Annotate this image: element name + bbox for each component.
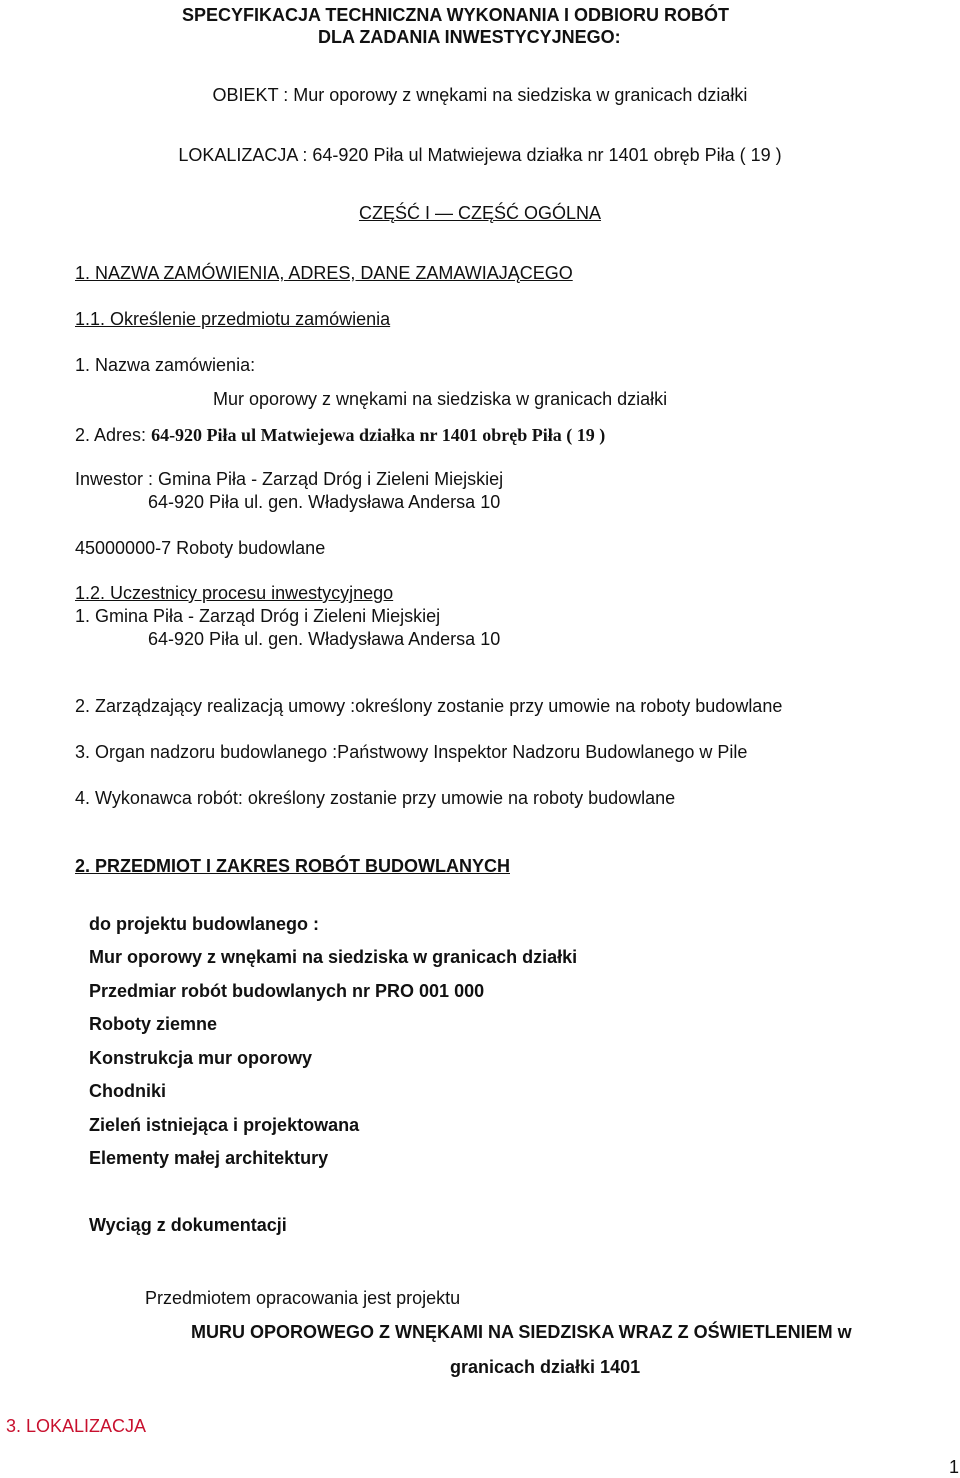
address-line — [75, 424, 605, 446]
address-value: 64-920 Piła ul Matwiejewa działka nr 1401 obręb Piła ( 19 ) — [151, 425, 606, 445]
participant-1-line1: 1. Gmina Piła - Zarząd Dróg i Zieleni Miejskiej — [75, 606, 441, 626]
documentation-extract: Wyciąg z dokumentacji — [89, 1215, 287, 1235]
doc-title-line2: DLA ZADANIA INWESTYCYJNEGO: — [318, 27, 621, 47]
section1-heading: 1. NAZWA ZAMÓWIENIA, ADRES, DANE ZAMAWIAJĄCEGO — [75, 263, 573, 283]
cpv-code: 45000000-7 Roboty budowlane — [75, 538, 326, 558]
investor-line2: 64-920 Piła ul. gen. Władysława Andersa 10 — [148, 492, 501, 512]
subsection-1-2-heading: 1.2. Uczestnicy procesu inwestycyjnego — [75, 583, 394, 603]
scope-item: Roboty ziemne — [89, 1014, 218, 1034]
section2-heading: 2. PRZEDMIOT I ZAKRES ROBÓT BUDOWLANYCH — [75, 856, 510, 876]
participant-2: 2. Zarządzający realizacją umowy :określony zostanie przy umowie na roboty budowlane — [75, 696, 783, 716]
subject-line2: granicach działki 1401 — [450, 1357, 641, 1377]
scope-item: Elementy małej architektury — [89, 1148, 329, 1168]
page-number: 1 — [949, 1457, 960, 1477]
participant-4: 4. Wykonawca robót: określony zostanie przy umowie na roboty budowlane — [75, 788, 676, 808]
part-heading: CZĘŚĆ I — CZĘŚĆ OGÓLNA — [358, 203, 602, 223]
investor-line1: Inwestor : Gmina Piła - Zarząd Dróg i Zieleni Miejskiej — [75, 469, 504, 489]
scope-item: Mur oporowy z wnękami na siedziska w granicach działki — [89, 947, 578, 967]
scope-item: Konstrukcja mur oporowy — [89, 1048, 313, 1068]
order-name-label: 1. Nazwa zamówienia: — [75, 355, 256, 375]
participant-3: 3. Organ nadzoru budowlanego :Państwowy Inspektor Nadzoru Budowlanego w Pile — [75, 742, 748, 762]
subject-line1: MURU OPOROWEGO Z WNĘKAMI NA SIEDZISKA WRAZ Z OŚWIETLENIEM w — [191, 1322, 852, 1342]
scope-item: Przedmiar robót budowlanych nr PRO 001 000 — [89, 981, 485, 1001]
scope-item: Chodniki — [89, 1081, 166, 1101]
subject-intro: Przedmiotem opracowania jest projektu — [145, 1288, 461, 1308]
participant-1-line2: 64-920 Piła ul. gen. Władysława Andersa 10 — [148, 629, 501, 649]
scope-item: Zieleń istniejąca i projektowana — [89, 1115, 360, 1135]
address-label: 2. Adres: — [75, 425, 147, 445]
order-name-value: Mur oporowy z wnękami na siedziska w granicach działki — [213, 389, 668, 409]
subsection-1-1-heading: 1.1. Określenie przedmiotu zamówienia — [75, 309, 391, 329]
object-line: OBIEKT : Mur oporowy z wnękami na siedziska w granicach działki — [212, 85, 748, 105]
scope-item: do projektu budowlanego : — [89, 914, 319, 934]
doc-title-line1: SPECYFIKACJA TECHNICZNA WYKONANIA I ODBIORU ROBÓT — [182, 5, 730, 25]
location-line: LOKALIZACJA : 64-920 Piła ul Matwiejewa działka nr 1401 obręb Piła ( 19 ) — [178, 145, 782, 165]
section3-heading: 3. LOKALIZACJA — [6, 1416, 147, 1436]
